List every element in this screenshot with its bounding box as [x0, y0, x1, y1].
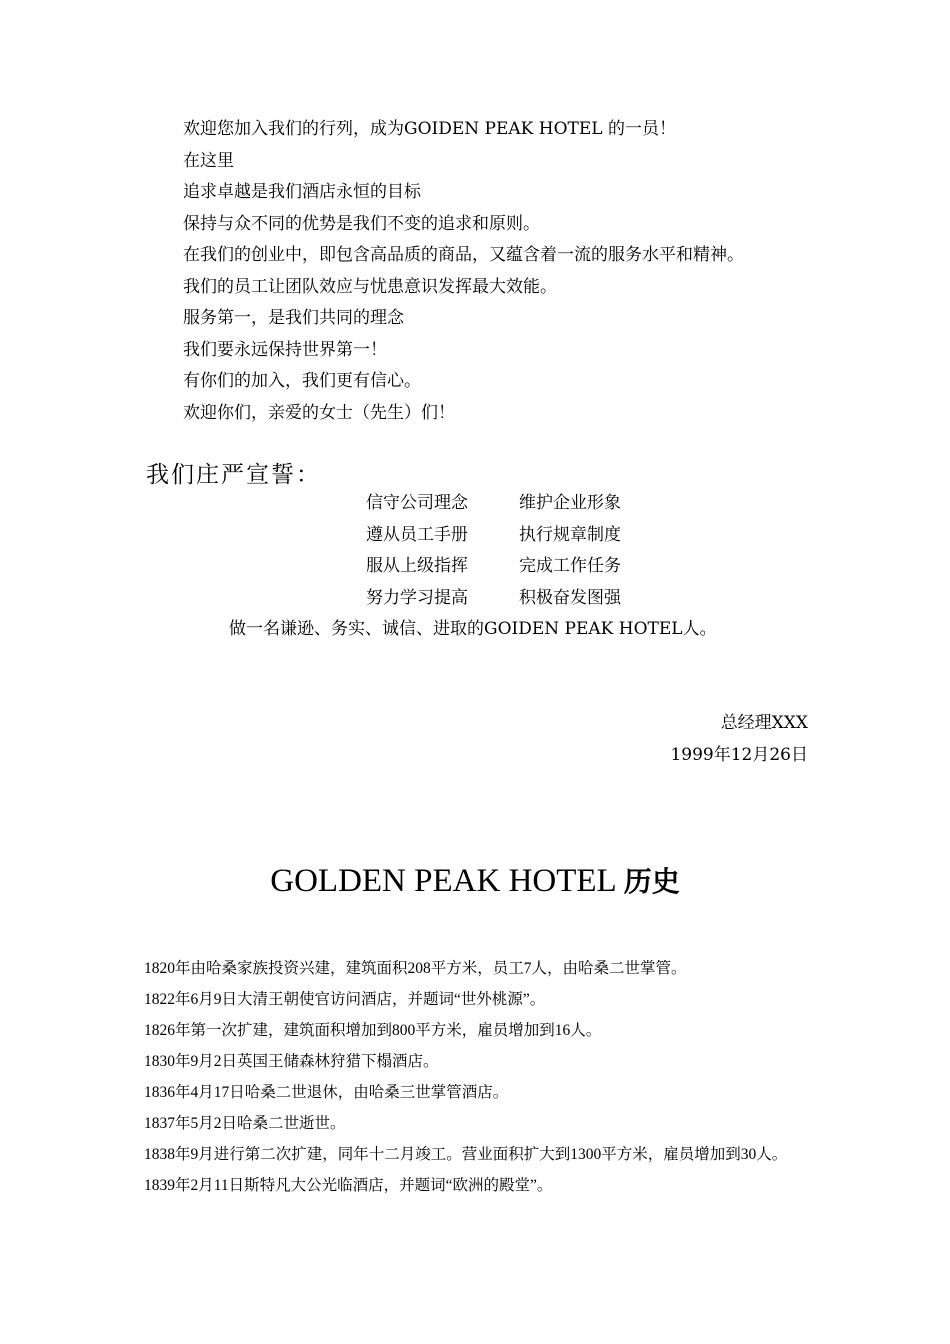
welcome-line: 服务第一，是我们共同的理念: [183, 308, 404, 328]
oath-item: 积极奋发图强: [519, 587, 621, 608]
history-title-cn: 历史: [623, 865, 680, 898]
oath-row: [366, 551, 621, 583]
oath-row: [366, 583, 621, 615]
history-item: 1826年第一次扩建，建筑面积增加到800平方米，雇员增加到16人。: [144, 1022, 602, 1039]
welcome-line: 在这里: [183, 150, 234, 171]
oath-closing: 做一名谦逊、务实、诚信、进取的GOIDEN PEAK HOTEL人。: [229, 619, 717, 639]
welcome-line: 我们的员工让团队效应与忧患意识发挥最大效能。: [183, 276, 557, 297]
oath-heading: 我们庄严宣誓：: [146, 462, 321, 488]
history-item: 1820年由哈桑家族投资兴建，建筑面积208平方米，员工7人，由哈桑二世掌管。: [144, 960, 687, 977]
history-item: 1822年6月9日大清王朝使官访问酒店，并题词“世外桃源”。: [144, 991, 546, 1008]
oath-item: 维护企业形象: [519, 493, 621, 513]
oath-item: 服从上级指挥: [366, 556, 468, 576]
welcome-line: 我们要永远保持世界第一！: [183, 339, 387, 360]
oath-item: 努力学习提高: [366, 587, 468, 608]
signature-title: 总经理XXX: [720, 713, 808, 733]
history-item: 1839年2月11日斯特凡大公光临酒店，并题词“欧洲的殿堂”。: [144, 1177, 553, 1194]
welcome-letter: [183, 114, 823, 429]
history-item: 1837年5月2日哈桑二世逝世。: [144, 1115, 346, 1132]
history-title-en: GOLDEN PEAK HOTEL: [270, 863, 616, 899]
welcome-line: 追求卓越是我们酒店永恒的目标: [183, 182, 421, 202]
history-item: 1836年4月17日哈桑二世退休，由哈桑三世掌管酒店。: [144, 1084, 509, 1101]
oath-item: 信守公司理念: [366, 493, 468, 513]
welcome-line: 在我们的创业中，即包含高品质的商品，又蕴含着一流的服务水平和精神。: [183, 245, 744, 265]
oath-row: [366, 488, 621, 520]
welcome-line: 保持与众不同的优势是我们不变的追求和原则。: [183, 213, 540, 234]
oath-item: 执行规章制度: [519, 524, 621, 545]
history-item: 1838年9月进行第二次扩建，同年十二月竣工。营业面积扩大到1300平方米，雇员增加到30人。: [144, 1146, 788, 1163]
history-title: [0, 860, 950, 900]
welcome-line: 欢迎您加入我们的行列，成为GOIDEN PEAK HOTEL 的一员！: [183, 119, 676, 139]
history-list: [144, 953, 812, 1201]
signature-block: [670, 708, 808, 771]
history-item: 1830年9月2日英国王储森林狩猎下榻酒店。: [144, 1053, 439, 1070]
oath-row: [366, 520, 621, 552]
welcome-line: 有你们的加入，我们更有信心。: [183, 371, 421, 391]
oath-item: 完成工作任务: [519, 556, 621, 576]
oath-item: 遵从员工手册: [366, 524, 468, 545]
signature-date: 1999年12月26日: [670, 744, 808, 765]
oath-list: [366, 488, 621, 614]
welcome-line: 欢迎你们，亲爱的女士（先生）们！: [183, 402, 455, 423]
